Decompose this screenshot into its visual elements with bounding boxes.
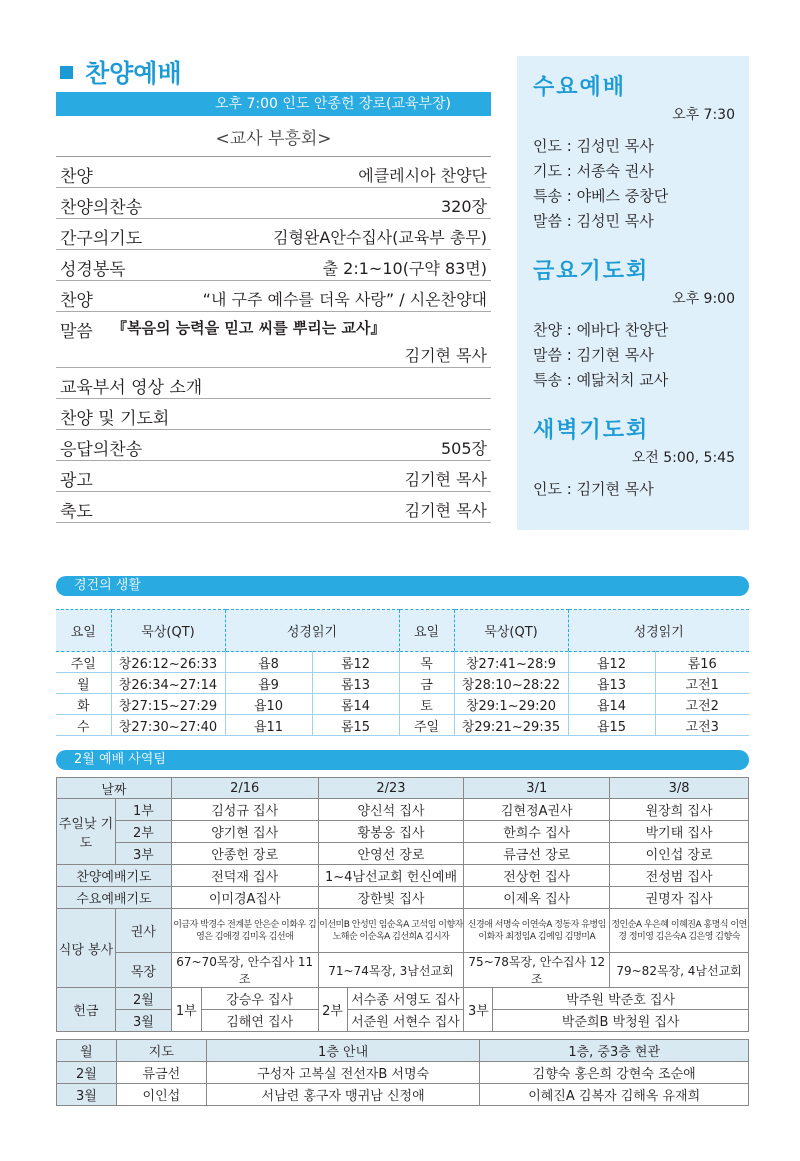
list-item: 말씀 : 김기현 목사 — [533, 346, 654, 364]
order-row: 찬양 및 기도회 — [56, 399, 491, 430]
list-item: 기도 : 서종숙 권사 — [533, 162, 654, 180]
devotional-table — [56, 609, 749, 736]
guide-table — [56, 1039, 749, 1106]
event-subtitle: <교사 부흥회> — [215, 129, 332, 149]
order-row: 교육부서 영상 소개 — [56, 368, 491, 399]
order-row: 축도 김기현 목사 — [56, 492, 491, 523]
sermon-row: 말씀 『복음의 능력을 믿고 씨를 뿌리는 교사』 김기현 목사 — [56, 312, 491, 368]
meal-service-label: 식당 봉사 — [57, 909, 116, 988]
table-row: 헌금 2월 1부 강승우 집사 2부 서수종 서영도 집사 3부 박주원 박준호 집사 — [57, 988, 749, 1010]
table-row: 주일낮 기도 1부 김성규 집사 양신석 집사 김현정A권사 원장희 집사 — [57, 799, 749, 821]
table-header: 월 지도 1층 안내 1층, 중3층 현관 — [57, 1040, 749, 1062]
list-item: 인도 : 김기현 목사 — [533, 480, 654, 498]
order-row: 찬양 “내 구주 예수를 더욱 사랑” / 시온찬양대 — [56, 281, 491, 312]
service-team-table — [56, 777, 749, 1032]
sermon-preacher: 김기현 목사 — [404, 346, 487, 365]
table-row: 찬양예배기도 전덕재 집사 1~4남선교회 헌신예배 전상헌 집사 전성범 집사 — [57, 865, 749, 887]
table-row: 주일 창26:12~26:33 욥8 롬12 목 창27:41~28:9 욥12 롬16 — [56, 652, 749, 673]
wednesday-service-time: 오후 7:30 — [672, 107, 735, 123]
service-team-bar: 2월 예배 사역팀 — [56, 750, 749, 770]
list-item: 특송 : 야베스 중창단 — [533, 187, 669, 205]
friday-prayer-time: 오후 9:00 — [672, 291, 735, 307]
table-row: 2부 양기현 집사 황봉웅 집사 한희수 집사 박기태 집사 — [57, 821, 749, 843]
list-item: 인도 : 김성민 목사 — [533, 137, 654, 155]
friday-prayer-list — [533, 318, 735, 393]
wednesday-service-list — [533, 134, 735, 234]
list-item: 특송 : 예닮처치 교사 — [533, 371, 669, 389]
order-row: 간구의기도 김형완A안수집사(교육부 총무) — [56, 219, 491, 250]
list-item: 말씀 : 김성민 목사 — [533, 212, 654, 230]
devotional-life-bar: 경건의 생활 — [56, 576, 749, 596]
list-item: 찬양 : 에바다 찬양단 — [533, 321, 669, 339]
wednesday-service-title: 수요예배 — [533, 75, 627, 100]
table-row: 수요예배기도 이미경A집사 장한빛 집사 이제옥 집사 권명자 집사 — [57, 887, 749, 909]
worship-order — [56, 156, 491, 523]
table-row: 2월 류금선 구성자 고복실 전선자B 서명숙 김향숙 홍은희 강현숙 조순애 — [57, 1062, 749, 1084]
praise-service-title: 찬양예배 — [60, 54, 182, 90]
table-row: 3월 김해연 집사 서준원 서현수 집사 박준희B 박청원 집사 — [57, 1010, 749, 1032]
table-row: 월 창26:34~27:14 욥9 롬13 금 창28:10~28:22 욥13 고전1 — [56, 673, 749, 694]
sermon-title: 『복음의 능력을 믿고 씨를 뿌리는 교사』 — [112, 319, 386, 337]
table-row: 3월 이인섭 서남련 홍구자 맹귀남 신정애 이혜진A 김복자 김해옥 유재희 — [57, 1084, 749, 1106]
table-header: 요일 묵상(QT) 성경읽기 요일 묵상(QT) 성경읽기 — [56, 610, 749, 652]
table-row: 목장 67~70목장, 안수집사 11조 71~74목장, 3남선교회 75~78목장, 안수집사 12조 79~82목장, 4남선교회 — [57, 953, 749, 988]
sunday-prayer-label: 주일낮 기도 — [57, 799, 116, 865]
other-services-panel — [517, 56, 749, 530]
offering-label: 헌금 — [57, 988, 116, 1032]
table-row: 3부 안종헌 장로 안영선 장로 류금선 장로 이인섭 장로 — [57, 843, 749, 865]
order-row: 광고 김기현 목사 — [56, 461, 491, 492]
order-row: 찬양 에클레시아 찬양단 — [56, 157, 491, 188]
table-header: 날짜 2/16 2/23 3/1 3/8 — [57, 778, 749, 799]
table-row: 화 창27:15~27:29 욥10 롬14 토 창29:1~29:20 욥14 고전2 — [56, 694, 749, 715]
table-row: 수 창27:30~27:40 욥11 롬15 주일 창29:21~29:35 욥15 고전3 — [56, 715, 749, 736]
order-row: 성경봉독 출 2:1~10(구약 83면) — [56, 250, 491, 281]
dawn-prayer-time: 오전 5:00, 5:45 — [631, 450, 735, 466]
order-row: 찬양의찬송 320장 — [56, 188, 491, 219]
order-row: 응답의찬송 505장 — [56, 430, 491, 461]
square-bullet-icon — [60, 66, 73, 79]
dawn-prayer-list — [533, 477, 735, 502]
dawn-prayer-title: 새벽기도회 — [533, 418, 650, 443]
praise-service-info-band: 오후 7:00 인도 안종헌 장로(교육부장) — [56, 92, 491, 116]
friday-prayer-title: 금요기도회 — [533, 259, 650, 284]
table-row: 식당 봉사 권사 이금자 박경수 전계분 안은순 이화우 김영은 김애경 김미옥 김선애 이선미B 안성민 임순옥A 고석임 이향자 노해순 이순옥A 김선희A 김시자 신경애 서명숙 이연숙A 정동자 유병임 이화자 최정임A 김예임 김명미A 정인순A 우은혜 이혜진A 홍명식 이연경 정미영 김은숙A 김은영 김향숙 — [57, 909, 749, 953]
